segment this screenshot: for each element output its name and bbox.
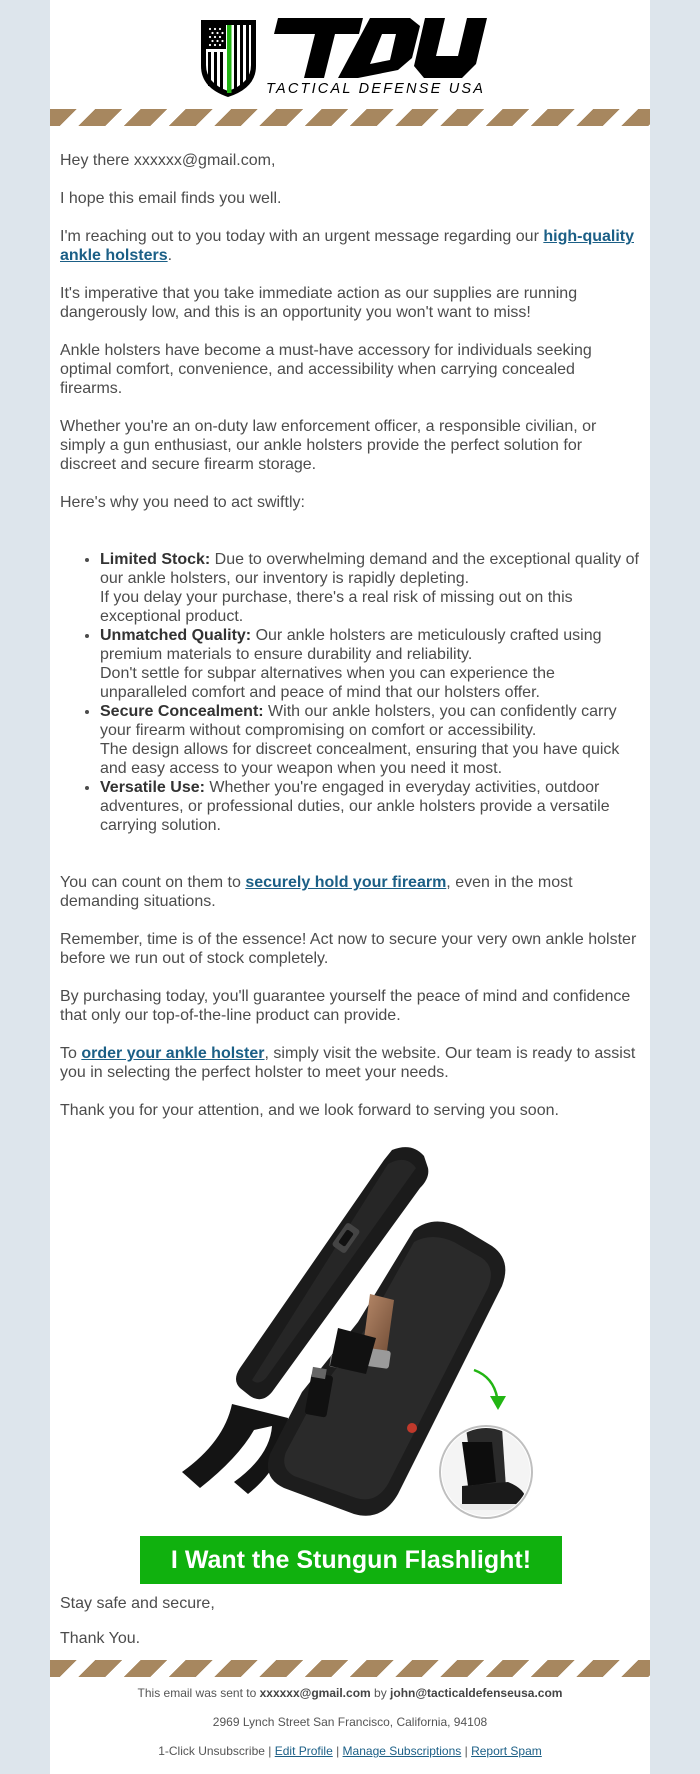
address-line: 2969 Lynch Street San Francisco, California, 94108	[212, 1715, 488, 1729]
reasons-list	[60, 550, 640, 835]
signoff	[60, 1594, 640, 1664]
paragraph-10	[60, 1044, 640, 1082]
sent-prefix: This email was sent to	[137, 1686, 260, 1700]
securely-hold-your-firearm-link[interactable]: securely hold your firearm	[245, 874, 447, 891]
paragraph-7-end: , even in the most demanding situations.	[60, 874, 573, 910]
bullet-text-2: Don't settle for subpar alternatives when you can experience the unparalleled comfort and peace of mind that our holsters offer.	[100, 665, 555, 701]
paragraph-9: By purchasing today, you'll guarantee yourself the peace of mind and confidence that only our top-of-the-line product can provide.	[60, 988, 631, 1024]
tdu-logo[interactable]	[198, 18, 503, 98]
separator: |	[461, 1744, 472, 1758]
ankle-wearing-holster-inset	[440, 1426, 532, 1518]
paragraph-10-end: , simply visit the website. Our team is ready to assist you in selecting the perfect holster to meet your needs.	[60, 1045, 636, 1081]
email-container	[50, 0, 650, 1774]
order-your-ankle-holster-link[interactable]: order your ankle holster	[81, 1045, 265, 1062]
ankle-holster-product-image[interactable]	[162, 1142, 546, 1532]
top-divider-stripe	[50, 109, 650, 126]
paragraph-2-text: I'm reaching out to you today with an urgent message regarding our	[60, 228, 544, 245]
sent-to-line	[50, 1686, 650, 1700]
paragraph-6: Here's why you need to act swiftly:	[60, 494, 305, 511]
footer-links	[50, 1744, 650, 1758]
paragraph-7-text: You can count on them to	[60, 874, 246, 891]
separator: |	[264, 1744, 275, 1758]
bullet-title: Secure Concealment:	[100, 703, 264, 720]
greeting: Hey there xxxxxx@gmail.com,	[60, 152, 276, 169]
bottom-divider-stripe	[50, 1660, 650, 1677]
paragraph-4: Ankle holsters have become a must-have accessory for individuals seeking optimal comfort, convenience, and accessibility when carrying concealed firearms.	[60, 342, 592, 397]
one-click-unsubscribe[interactable]: 1-Click Unsubscribe	[158, 1744, 265, 1758]
separator: |	[332, 1744, 343, 1758]
paragraph-7	[60, 873, 640, 911]
tdu-wordmark	[274, 18, 487, 78]
thin-green-line-flag-shield-icon	[201, 20, 256, 97]
paragraph-8: Remember, time is of the essence! Act now to secure your very own ankle holster before we run out of stock completely.	[60, 931, 637, 967]
paragraph-3: It's imperative that you take immediate action as our supplies are running dangerously low, and this is an opportunity you won't want to miss!	[60, 285, 578, 321]
recipient-email: xxxxxx@gmail.com	[259, 1686, 371, 1700]
paragraph-2	[60, 227, 640, 265]
report-spam-link[interactable]: Report Spam	[471, 1744, 542, 1758]
paragraph-11: Thank you for your attention, and we look forward to serving you soon.	[60, 1102, 559, 1119]
bullet-text: Our ankle holsters are meticulously crafted using premium materials to ensure durability and reliability.	[100, 627, 602, 663]
paragraph-5: Whether you're an on-duty law enforcement officer, a responsible civilian, or simply a gun enthusiast, our ankle holsters provide the perfect solution for discreet and secure firearm storage.	[60, 418, 597, 473]
bullet-text-2: If you delay your purchase, there's a real risk of missing out on this exceptional product.	[100, 589, 573, 625]
bullet-text: Due to overwhelming demand and the exceptional quality of our ankle holsters, our inventory is rapidly depleting.	[100, 551, 639, 587]
bullet-text-2: The design allows for discreet concealment, ensuring that you have quick and easy access to your weapon when you need it most.	[100, 741, 620, 777]
signoff-line-1: Stay safe and secure,	[60, 1595, 215, 1612]
email-footer	[50, 1686, 650, 1773]
logo-subtitle: TACTICAL DEFENSE USA	[266, 81, 486, 97]
sent-by: by	[370, 1686, 391, 1700]
high-quality-ankle-holsters-link[interactable]: high-quality ankle holsters	[60, 228, 634, 264]
email-header	[50, 0, 650, 108]
bullet-title: Limited Stock:	[100, 551, 211, 568]
email-body	[60, 151, 640, 1139]
signoff-line-2: Thank You.	[60, 1630, 141, 1647]
edit-profile-link[interactable]: Edit Profile	[274, 1744, 333, 1758]
list-item	[100, 778, 640, 835]
list-item	[100, 702, 640, 778]
list-item	[100, 550, 640, 626]
manage-subscriptions-link[interactable]: Manage Subscriptions	[342, 1744, 462, 1758]
paragraph-2-end: .	[167, 247, 173, 264]
stungun-flashlight-cta-button[interactable]: I Want the Stungun Flashlight!	[140, 1536, 562, 1584]
paragraph-10-text: To	[60, 1045, 82, 1062]
bullet-text: With our ankle holsters, you can confidently carry your firearm without compromising on comfort or accessibility.	[100, 703, 617, 739]
paragraph-1: I hope this email finds you well.	[60, 190, 282, 207]
list-item	[100, 626, 640, 702]
bullet-title: Versatile Use:	[100, 779, 205, 796]
bullet-text: Whether you're engaged in everyday activities, outdoor adventures, or professional duties, our ankle holsters provide a versatile carrying solution.	[100, 779, 610, 834]
bullet-title: Unmatched Quality:	[100, 627, 252, 644]
sender-email: john@tacticaldefenseusa.com	[390, 1686, 563, 1700]
